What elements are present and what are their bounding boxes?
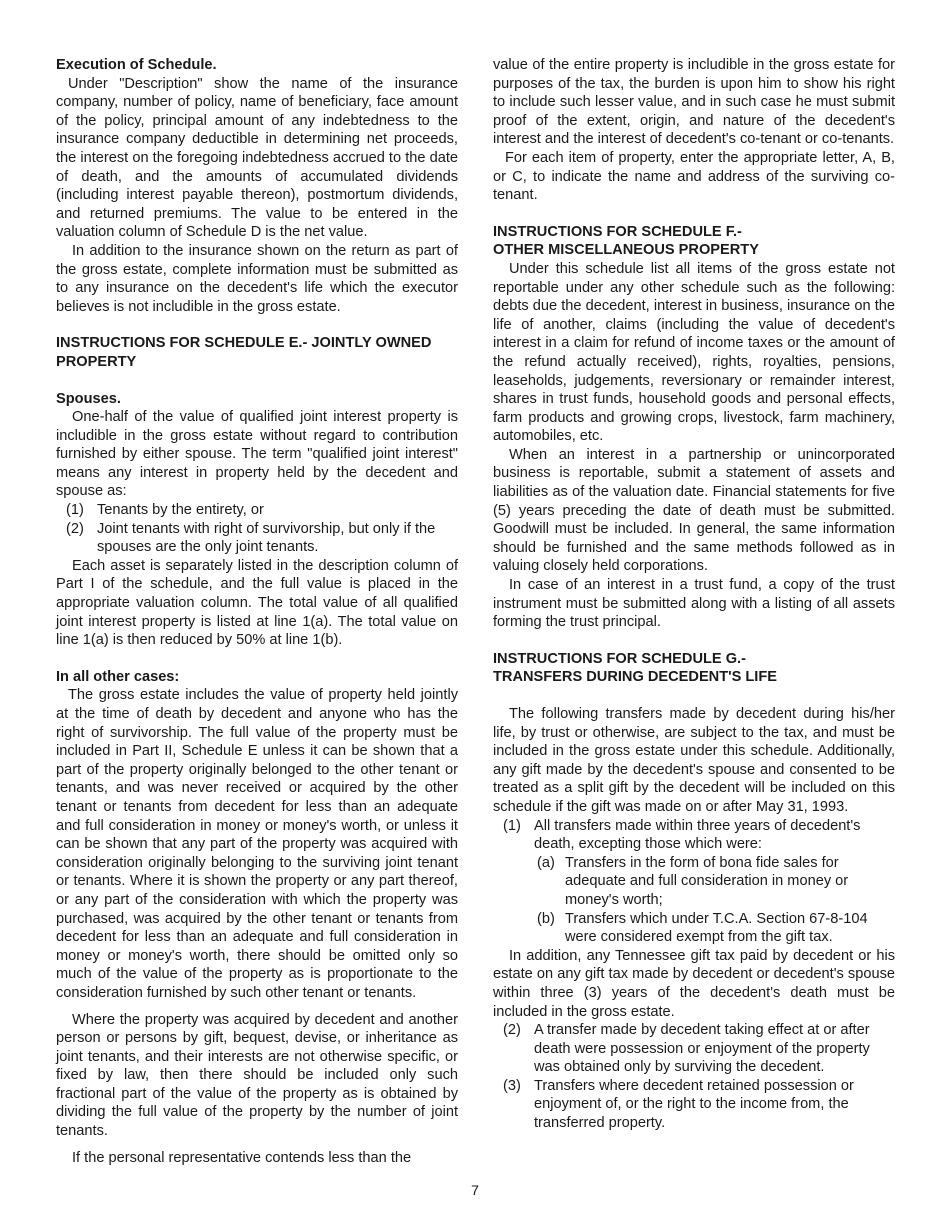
execution-heading: Execution of Schedule. bbox=[56, 57, 217, 73]
spouses-paragraph-1: One-half of the value of qualified joint interest property is includible in the gross estate without regard to contribution furnished by either spouse. The term "qualified joint interest" means any interest in property held by the decedent and spouse as: bbox=[56, 409, 458, 500]
execution-paragraph-2: In addition to the insurance shown on the return as part of the gross estate, complete information must be submitted as to any insurance on the decedent's life which the executor believes is not includible in the gross estate. bbox=[56, 242, 458, 315]
schedule-g-heading-line-1: INSTRUCTIONS FOR SCHEDULE G.- bbox=[493, 650, 746, 667]
transfer-list-item bbox=[493, 1077, 895, 1133]
other-cases-paragraph-3: If the personal representative contends less than the bbox=[72, 1149, 412, 1166]
list-number: (3) bbox=[503, 1077, 521, 1094]
list-number: (1) bbox=[66, 502, 84, 519]
list-text: Transfers where decedent retained possession or enjoyment of, or the right to the income from, the transferred property. bbox=[534, 1077, 854, 1132]
list-number: (2) bbox=[66, 520, 84, 537]
other-cases-paragraph-2: Where the property was acquired by decedent and another person or persons by gift, bequest, devise, or inheritance as joint tenants, and their interests are not otherwise specific, or fixed by law, then there should be included only such fractional part of the value of the property as is obtained by dividing the full value of the property by the number of joint tenants. bbox=[56, 1011, 458, 1140]
sub-list-text: Transfers in the form of bona fide sales for adequate and full consideration in money or money's worth; bbox=[565, 854, 849, 908]
spouses-list-item bbox=[56, 520, 458, 557]
schedule-f-heading-line-2: OTHER MISCELLANEOUS PROPERTY bbox=[493, 242, 759, 259]
left-column bbox=[56, 56, 458, 1167]
continuation-paragraph: value of the entire property is includible in the gross estate for purposes of the tax, the burden is upon him to show his right to include such lesser value, and in such case he must submit proof of the extent, origin, and nature of the decedent's interest and the interest of decedent's co-tenant or co-tenants. bbox=[493, 57, 895, 148]
list-number: (1) bbox=[503, 817, 521, 834]
schedule-g-heading-line-2: TRANSFERS DURING DECEDENT'S LIFE bbox=[493, 669, 778, 686]
transfer-list-item bbox=[493, 1021, 895, 1077]
schedule-e-heading: INSTRUCTIONS FOR SCHEDULE E.- JOINTLY OWNED PROPERTY bbox=[56, 335, 432, 370]
page-number: 7 bbox=[471, 1182, 479, 1198]
sub-list-text: Transfers which under T.C.A. Section 67-8-104 were considered exempt from the gift tax. bbox=[565, 910, 868, 946]
schedule-f-paragraph-2: When an interest in a partnership or unincorporated business is reportable, submit a statement of assets and liabilities as of the valuation date. Financial statements for five (5) years preceding the date of death must be submitted. Goodwill must be included. In general, the same information should be furnished and the same methods followed as in valuing closely held corporations. bbox=[493, 446, 895, 575]
list-number: (2) bbox=[503, 1022, 521, 1039]
transfer-list-item bbox=[493, 817, 895, 854]
co-tenant-paragraph: For each item of property, enter the appropriate letter, A, B, or C, to indicate the name and address of the surviving co-tenant. bbox=[493, 149, 895, 204]
schedule-g-paragraph-1: The following transfers made by decedent during his/her life, by trust or otherwise, are subject to the tax, and must be included in the gross estate under this schedule. Additionally, any gift made by the decedent's spouse and consented to be treated as a split gift by the decedent will be included on this schedule if the gift was made on or after May 31, 1993. bbox=[493, 706, 895, 815]
schedule-f-paragraph-1: Under this schedule list all items of the gross estate not reportable under any other schedule such as the following: debts due the decedent, interest in business, insurance on the life of another, claims (including the value of decedent's interest in a claim for refund of income taxes or the amount of the refund actually received), rights, royalties, pensions, leaseholds, judgements, reversionary or remainder interest, shares in trust funds, household goods and personal effects, farm products and growing crops, livestock, farm machinery, automobiles, etc. bbox=[493, 260, 895, 445]
execution-paragraph-1: Under "Description" show the name of the insurance company, number of policy, name of beneficiary, face amount of the policy, principal amount of any indebtedness to the insurance company deductible in determining net proceeds, the interest on the foregoing indebtedness accrued to the date of death, and the amounts of accumulated dividends (including interest payable thereon), postmortum dividends, and returned premiums. The value to be entered in the valuation column of Schedule D is the net value. bbox=[56, 75, 458, 241]
schedule-f-heading-line-1: INSTRUCTIONS FOR SCHEDULE F.- bbox=[493, 223, 742, 240]
spouses-list-item bbox=[56, 501, 458, 520]
list-text: All transfers made within three years of decedent's death, excepting those which were: bbox=[534, 817, 861, 853]
transfer-sub-item bbox=[493, 854, 895, 910]
spouses-heading: Spouses. bbox=[56, 390, 121, 407]
list-text: Tenants by the entirety, or bbox=[97, 502, 264, 519]
sub-list-letter: (a) bbox=[537, 854, 555, 871]
other-cases-paragraph-1: The gross estate includes the value of property held jointly at the time of death by decedent and anyone who has the right of survivorship. The full value of the property must be included in Part II, Schedule E unless it can be shown that a part of the property originally belonged to the other tenant or tenants, and was never received or acquired by the other tenant or tenants from decedent for less than an adequate and full consideration in money or money's worth, or unless it can be shown that any part of the property was acquired with consideration originally belonging to the surviving joint tenant or tenants. Where it is shown the property or any part thereof, or any part of the consideration with which the property was purchased, was acquired by the other tenant or tenants from decedent for less than an adequate and full consideration in money or money's worth, there should be omitted only so much of the value of the property as is proportionate to the consideration furnished by such other tenant or tenants. bbox=[56, 687, 458, 1001]
spouses-paragraph-2: Each asset is separately listed in the description column of Part I of the schedule, and the full value is placed in the appropriate valuation column. The total value of all qualified joint interest property is listed at line 1(a). The total value on line 1(a) is then reduced by 50% at line 1(b). bbox=[56, 557, 458, 649]
sub-list-letter: (b) bbox=[537, 910, 555, 927]
list-text: Joint tenants with right of survivorship, but only if the spouses are the only joint tenants. bbox=[97, 520, 436, 556]
schedule-g-paragraph-2: In addition, any Tennessee gift tax paid by decedent or his estate on any gift tax made by decedent or decedent's spouse within three (3) years of the decedent's death must be included in the gross estate. bbox=[493, 947, 895, 1020]
other-cases-heading: In all other cases: bbox=[56, 668, 180, 685]
schedule-f-paragraph-3: In case of an interest in a trust fund, a copy of the trust instrument must be submitted along with a listing of all assets forming the trust principal. bbox=[493, 577, 895, 631]
list-text: A transfer made by decedent taking effect at or after death were possession or enjoyment of the property was obtained only by surviving the decedent. bbox=[534, 1022, 870, 1076]
transfer-sub-item bbox=[493, 910, 895, 947]
right-column bbox=[493, 56, 895, 1133]
